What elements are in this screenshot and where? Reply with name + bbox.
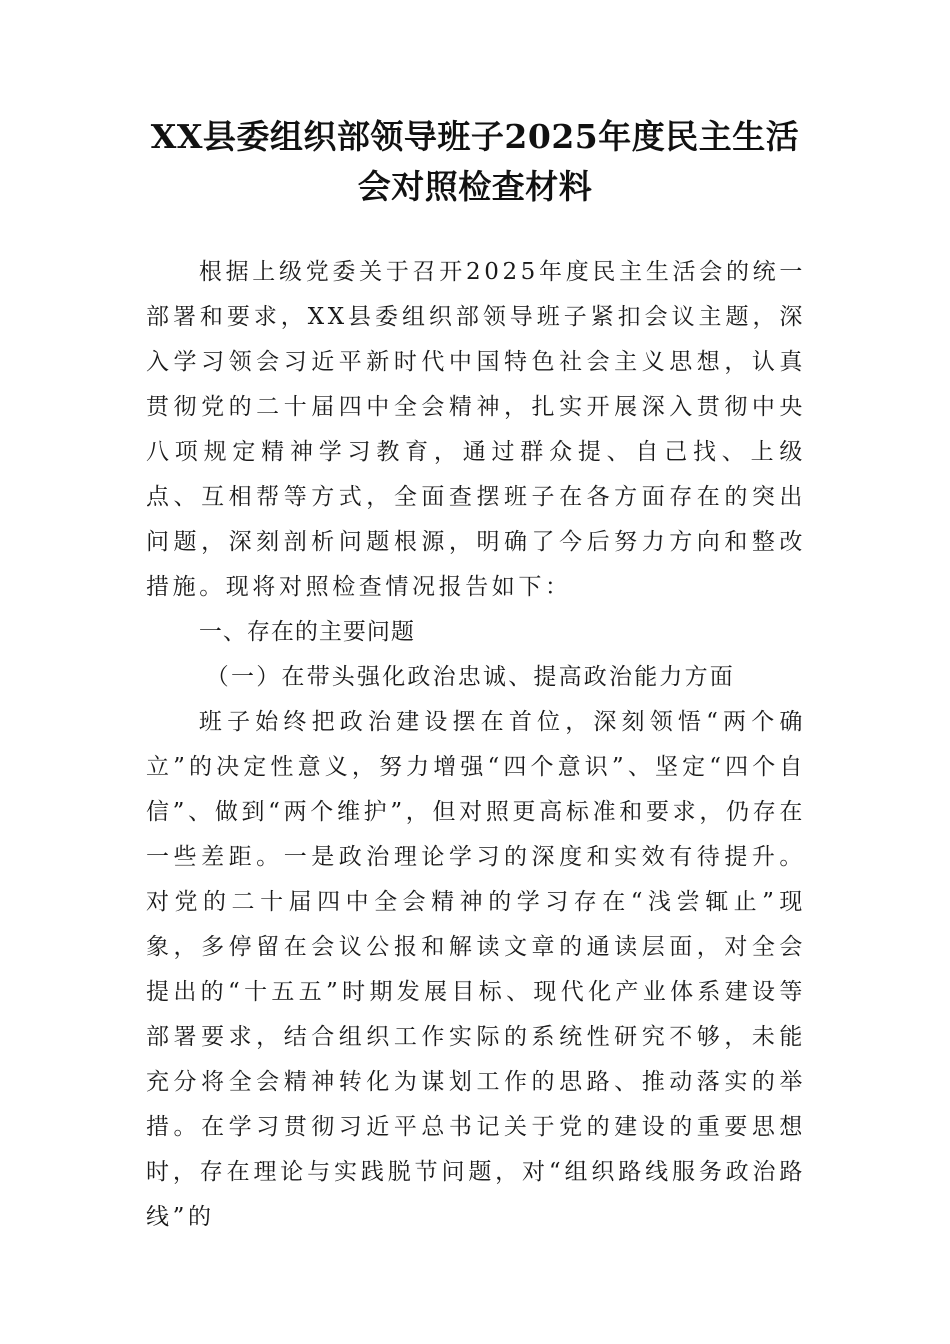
document-title: XX县委组织部领导班子2025年度民主生活会对照检查材料	[150, 117, 800, 206]
section-heading-problems: 一、存在的主要问题	[198, 619, 415, 645]
subsection-heading-political-loyalty: （一）在带头强化政治忠诚、提高政治能力方面	[205, 664, 735, 690]
intro-paragraph: 根据上级党委关于召开2025年度民主生活会的统一部署和要求，XX县委组织部领导班子紧扣会议主题，深入学习领会习近平新时代中国特色社会主义思想，认真贯彻党的二十届四中全会精神，扎实开展深入贯彻中央八项规定精神学习教育，通过群众提、自己找、上级点、互相帮等方式，全面查摆班子在各方面存在的突出问题，深刻剖析问题根源，明确了今后努力方向和整改措施。现将对照检查情况报告如下：	[146, 259, 806, 600]
document-body	[146, 250, 806, 1240]
subsection-body-political-loyalty: 班子始终把政治建设摆在首位，深刻领悟“两个确立”的决定性意义，努力增强“四个意识”、坚定“四个自信”、做到“两个维护”，但对照更高标准和要求，仍存在一些差距。一是政治理论学习的深度和实效有待提升。对党的二十届四中全会精神的学习存在“浅尝辄止”现象，多停留在会议公报和解读文章的通读层面，对全会提出的“十五五”时期发展目标、现代化产业体系建设等部署要求，结合组织工作实际的系统性研究不够，未能充分将全会精神转化为谋划工作的思路、推动落实的举措。在学习贯彻习近平总书记关于党的建设的重要思想时，存在理论与实践脱节问题，对“组织路线服务政治路线”的	[146, 709, 806, 1230]
